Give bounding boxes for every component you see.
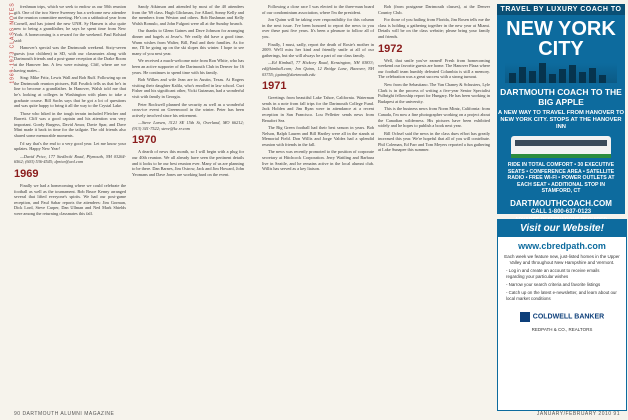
- paragraph: Our thanks to Glenn Gaines and Dave Johnson for arranging dinner and bagels at Jesse's. We really did have a good time. Warm wishes from Walter, Bill, Paul and their families. As for me, I'll be going up on the ski slopes this winter. I hope to see many of you next year.: [132, 28, 244, 56]
- ad-description: Each week we feature new, just-listed homes in the Upper Valley and throughout New Hampshire and Vermont.: [504, 254, 620, 265]
- paragraph: Hanover's special was the Dartmouth weekend. Sixty-seven guests (our children) in SD, with our classmates along with Dartmouth friends and a post-game reception at the Drake Room at the Hanover Inn. A few were missing. Cliff, where are we having mates...: [14, 45, 126, 73]
- paragraph: For those of you hailing from Florida, Jim Rosen tells me the class is holding a gathering together in the new year at Miami. Details will be on the class website; please bring your family and friends.: [378, 17, 490, 39]
- paragraph: freshman trips, which we seek to endow as our 50th reunion gift. One of the two Steve Sweeney has a welcome new attendee at the reunion committee meeting. He's on a sabbatical year from Cornell, and has joined the new UNH. Sy Hansen is also quite new to being a grandfather, he says he spent time from New York. A homecoming is a reward for the weekend. Paul Bolstad said:: [14, 4, 126, 43]
- ad-headline: NEW YORK CITY: [506, 18, 616, 60]
- paragraph: This is the business news from Norm Mintz, California: from Canada, I'm now a fine photographer working on a project about the Canadian wilderness. His pictures have been exhibited widely and he hopes to publish a book next year.: [378, 106, 490, 129]
- ad-bullet: - Catch up on the latest e-newsletter, and learn about our local market conditions: [506, 290, 617, 301]
- ad-subheadline: DARTMOUTH COACH TO THE BIG APPLE: [500, 87, 622, 107]
- realtor-advertisement[interactable]: [497, 219, 627, 411]
- ad-website-link[interactable]: DARTMOUTHCOACH.COM: [510, 198, 612, 208]
- paragraph: Bob (from postgame Dartmouth classes), at the Denver Country Club.: [378, 4, 490, 15]
- column-3: [262, 4, 374, 174]
- paragraph: Those who hiked in the tough terrain included Fletcher and Barrett. Cliff was a good captain and his attention was very important. Gordy Burgess, David Amor, Davie Spar, and Dave Mint made it back in time for the tailgate. The old friends also shared some memorable moments.: [14, 110, 126, 139]
- paragraph: Bob Wilkes and wife Jean are in Austin, Texas. At Rogers visiting their daughter Kalila, who's enrolled in law school. Curt Fisher and his significant other, Vicki Gutzman, had a wonderful visit with family in Georgia.: [132, 77, 244, 99]
- ad-website-link[interactable]: www.cbredpath.com: [518, 241, 606, 251]
- ad-phone: CALL 1-800-637-0123: [530, 208, 592, 215]
- column-2: [132, 4, 244, 179]
- logo-subtext: REDPATH & CO., REALTORS: [531, 327, 593, 332]
- correspondent-signature: —Steve Larsen, 3121 SE 15th St, Overland, MO 66212; (913) 341-7522; steve@kc.rr.com: [132, 120, 244, 131]
- ad-headline: Visit our Website!: [498, 220, 626, 237]
- column-4: [378, 4, 490, 155]
- class-year-heading: 1971: [262, 80, 287, 93]
- realtor-logo: [517, 308, 607, 332]
- ad-feature-list: RIDE IN TOTAL COMFORT • 30 EXECUTIVE SEATS • CONFERENCE AREA • SATELLITE RADIO • FREE WI-FI • POWER OUTLETS AT EACH SEAT • ADDITIONAL STOP IN STAMFORD, CT: [507, 162, 615, 195]
- class-year-heading: 1972: [378, 42, 403, 55]
- correspondent-signature: —Ed Kimball, 77 Hickory Road, Kensington, NH 03833; ed@kimball.com; Jon Quinn, 12 Bridge Lane, Hanover, NH 03755; jquinn@dartmouth.edu: [262, 60, 374, 77]
- class-year-heading: 1970: [132, 134, 157, 147]
- paragraph: New from the Sebastiano. The Van Chaney & Schusters, Lyle Clark is in the process of writing a five-year Senior Specialist Fulbright fellowship report for Hungary. He has been working in Budapest at the university.: [378, 81, 490, 104]
- paragraph: Following a close race I was elected to the three-man board of our condominium association, where I'm the president.: [262, 4, 374, 15]
- paragraph: We received a much-welcome note from Ron White, who has been an active supporter of the Dartmouth Club in Denver for 16 years. He continues to spend time with his family.: [132, 58, 244, 75]
- section-title: 1969-1973 CLASS NOTES: [9, 2, 16, 84]
- paragraph: Sing: Mike Fritz, Lewis Wall and Bob Ruff. Following up on the Dartmouth reunion pictures, Bill Fosdick tells us that he's in line to become a grandfather. In Hanover, Walsh told me that he's looking at colleges in Washington with plans to take a graduate course. Bill Sachs says that he got a lot of questions and was quite happy to bring it all the way to the Crystal Lake.: [14, 75, 126, 109]
- paragraph: Finally, I must, sadly, report the death of Rosie's mother in 2009. We'll miss her kind and friendly smile at all of our gatherings, but she will always be a part of our class family.: [262, 41, 374, 58]
- ad-band: TRAVEL BY LUXURY COACH TO: [497, 4, 625, 15]
- skyline-graphic: [505, 63, 617, 83]
- paragraph: Finally we had a homecoming where we could celebrate the football as well as the tournament. Bob Bruce Kenny arranged several that lifted everyone's spirits. We had our post-game reception, and Paul Sabar reports the attendees: Jim Gorman, Dick Lord, Steve Carper, Dan Ullman and Ned Mark Shields were among the returning classmates this fall.: [14, 183, 126, 216]
- logo-text: COLDWELL BANKER: [532, 313, 605, 321]
- paragraph: Jon Quinn will be taking over responsibility for this column in the next issue. I've been honored to report the news to you over these past five years. It's been a pleasure to follow all of you.: [262, 17, 374, 39]
- paragraph: Peter Rockwell planned the security as well as a wonderful cross-ice event on Greenwood in the winter. Peter has been actively involved since his retirement.: [132, 101, 244, 118]
- column-1: [14, 4, 126, 219]
- paragraph: A dearth of news this month, so I will begin with a plug for our 40th reunion. We all already have seen the pertinent details and it looks to be our best reunion ever. Many of us are planning to be there. Dan Barnes, Jim Ostrow, Jack and Jim Howard, John Yeomans and Dave Jones are working hard on the event.: [132, 149, 244, 177]
- brand-square-icon: [520, 312, 530, 322]
- ad-bullet: - Log in and create an account to receive emails regarding your particular wishes: [506, 268, 600, 279]
- page-footer-right: JANUARY/FEBRUARY 2010 91: [536, 411, 620, 417]
- page-footer-left: 90 DARTMOUTH ALUMNI MAGAZINE: [14, 411, 115, 417]
- class-year-heading: 1969: [14, 168, 39, 181]
- paragraph: Greetings from beautiful Lake Tahoe, California. Waterman sends in a note from fall trips for the Dartmouth College Fund. Jack Holden and Jim Ryan were in attendance at a recent reception in San Francisco. Lou Pelletier sends news from Beaufort Sea.: [262, 95, 374, 123]
- section-sidebar-label: [2, 0, 14, 410]
- paragraph: The news was recently promoted to the position of corporate secretary at Hitchcock Corporation. Jerry Wattling and Barbara live in Seattle, and he remains active in the local alumni club. Willis has served as a key liaison.: [262, 149, 374, 172]
- ad-tagline: A NEW WAY TO TRAVEL FROM HANOVER TO NEW YORK CITY. STOPS AT THE HANOVER INN: [498, 110, 624, 130]
- paragraph: The Big Green football had their best season in years. Bob Nelson, Ralph Lauren and Bill Hartley were all in the stands at Memorial Field. Don Willis and Jorge Valdez had a splendid reunion with friends in the fall.: [262, 125, 374, 147]
- paragraph: I'd say that's the end to a very good year. Let me know your updates. Happy New Year!: [14, 140, 126, 152]
- ad-bullet: - Narrow your search criteria and favorite listings: [506, 282, 601, 287]
- paragraph: Bill Ochsel said the news in the class dues effort has greatly increased this year. We're hopeful that all of you will contribute. Phil Coleman, Ed Farr and Tom Meyers reported a fun gathering at Lake Sunapee this summer.: [378, 130, 490, 153]
- coach-bus-graphic: [511, 136, 611, 158]
- correspondent-signature: —David Price, 177 Siedlecki Road, Plymouth, NH 03264-6562; (603) 536-4545; dprice@aol.com: [14, 153, 126, 165]
- paragraph: Sandy Atkinson and attended by most of the 40 attendees from the '69 class. Hugh Glickman, Joe Allard, Sonny Kelly and the members from Weston and others. Bob Bushman and Kelly Walsh Romulo, and John Fulgoni were all at the Sunday brunch.: [132, 4, 244, 26]
- paragraph: Well, that smile you've earned! Fresh from homecoming weekend our favorite guests are home. The Hanover Plaza where our football team humbly defeated Columbia is still a memory. The celebration was a great success with a strong turnout.: [378, 57, 490, 80]
- coach-advertisement[interactable]: [497, 4, 625, 214]
